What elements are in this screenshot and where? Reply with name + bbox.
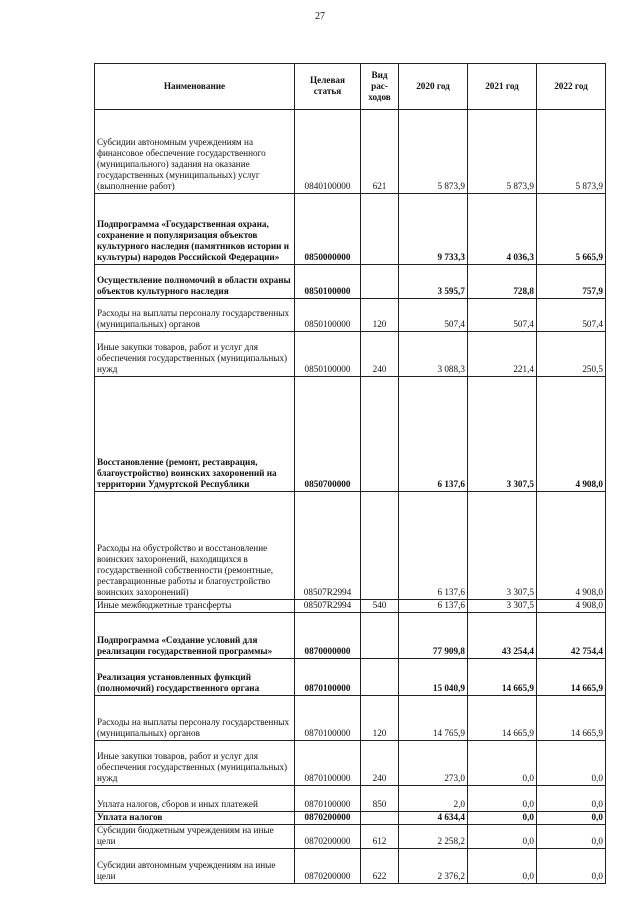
row-name-cell: Субсидии бюджетным учреждениям на иные цели — [95, 825, 295, 849]
row-name-cell: Восстановление (ремонт, реставрация, благоустройство) воинских захоронений на территории Удмуртской Республики — [95, 377, 295, 492]
table-row — [95, 659, 606, 696]
row-kind-cell: 540 — [361, 600, 399, 613]
row-2021-cell: 221,4 — [468, 332, 537, 377]
row-2021-cell: 0,0 — [468, 786, 537, 812]
row-2022-cell: 5 873,9 — [537, 110, 606, 194]
row-target-cell: 0870200000 — [295, 849, 361, 884]
row-2022-cell: 14 665,9 — [537, 696, 606, 741]
row-2021-cell: 0,0 — [468, 849, 537, 884]
row-2021-cell: 14 665,9 — [468, 659, 537, 696]
row-kind-cell: 120 — [361, 299, 399, 332]
row-name-cell: Субсидии автономным учреждениям на иные цели — [95, 849, 295, 884]
table-row — [95, 600, 606, 613]
row-target-cell: 0870100000 — [295, 786, 361, 812]
table-row — [95, 265, 606, 299]
row-name-cell: Уплата налогов — [95, 812, 295, 825]
row-kind-cell — [361, 812, 399, 825]
row-2020-cell: 9 733,3 — [399, 194, 468, 265]
table-header-row — [95, 64, 606, 110]
row-target-cell: 0870200000 — [295, 812, 361, 825]
row-2020-cell: 6 137,6 — [399, 600, 468, 613]
row-target-cell: 0870200000 — [295, 825, 361, 849]
row-kind-cell — [361, 377, 399, 492]
row-kind-cell — [361, 659, 399, 696]
row-name-cell: Иные закупки товаров, работ и услуг для обеспечения государственных (муниципальных) нужд — [95, 332, 295, 377]
table-row — [95, 741, 606, 786]
row-2022-cell: 507,4 — [537, 299, 606, 332]
table-row — [95, 299, 606, 332]
row-name-cell: Расходы на выплаты персоналу государственных (муниципальных) органов — [95, 299, 295, 332]
row-2021-cell: 43 254,4 — [468, 613, 537, 659]
row-2022-cell: 4 908,0 — [537, 600, 606, 613]
row-name-cell: Осуществление полномочий в области охраны объектов культурного наследия — [95, 265, 295, 299]
row-kind-cell — [361, 265, 399, 299]
row-kind-cell: 120 — [361, 696, 399, 741]
row-target-cell: 0850700000 — [295, 377, 361, 492]
row-2022-cell: 4 908,0 — [537, 377, 606, 492]
table-row — [95, 613, 606, 659]
row-2020-cell: 4 634,4 — [399, 812, 468, 825]
table-row — [95, 377, 606, 492]
table-row — [95, 696, 606, 741]
header-target-article: Целевая статья — [295, 64, 361, 110]
row-target-cell: 0870000000 — [295, 613, 361, 659]
row-target-cell: 0850000000 — [295, 194, 361, 265]
row-2021-cell: 507,4 — [468, 299, 537, 332]
row-kind-cell: 240 — [361, 741, 399, 786]
row-2022-cell: 0,0 — [537, 741, 606, 786]
row-2021-cell: 0,0 — [468, 741, 537, 786]
table-row — [95, 194, 606, 265]
row-2021-cell: 4 036,3 — [468, 194, 537, 265]
row-kind-cell — [361, 613, 399, 659]
row-2022-cell: 0,0 — [537, 812, 606, 825]
table-row — [95, 849, 606, 884]
budget-table — [94, 63, 606, 884]
row-2022-cell: 0,0 — [537, 849, 606, 884]
table-row — [95, 825, 606, 849]
row-2022-cell: 757,9 — [537, 265, 606, 299]
header-expense-kind: Вид рас- ходов — [361, 64, 399, 110]
row-2022-cell: 42 754,4 — [537, 613, 606, 659]
row-name-cell: Расходы на обустройство и восстановление воинских захоронений, находящихся в государственной собственности (ремонтные, реставрационные работы и благоустройство воинских захоронений) — [95, 492, 295, 600]
row-kind-cell — [361, 194, 399, 265]
row-2021-cell: 0,0 — [468, 812, 537, 825]
row-2021-cell: 14 665,9 — [468, 696, 537, 741]
row-name-cell: Субсидии автономным учреждениям на финансовое обеспечение государственного (муниципального) задания на оказание государственных (муниципальных) услуг (выполнение работ) — [95, 110, 295, 194]
row-kind-cell — [361, 492, 399, 600]
row-2022-cell: 0,0 — [537, 786, 606, 812]
row-2020-cell: 5 873,9 — [399, 110, 468, 194]
row-name-cell: Расходы на выплаты персоналу государственных (муниципальных) органов — [95, 696, 295, 741]
row-2021-cell: 0,0 — [468, 825, 537, 849]
row-2022-cell: 14 665,9 — [537, 659, 606, 696]
table-row — [95, 786, 606, 812]
table-row — [95, 492, 606, 600]
row-name-cell: Уплата налогов, сборов и иных платежей — [95, 786, 295, 812]
row-target-cell: 08507R2994 — [295, 600, 361, 613]
row-name-cell: Подпрограмма «Государственная охрана, сохранение и популяризация объектов культурного наследия (памятников истории и культуры) народов Российской Федерации» — [95, 194, 295, 265]
row-2021-cell: 3 307,5 — [468, 600, 537, 613]
row-target-cell: 0870100000 — [295, 741, 361, 786]
row-2020-cell: 2 376,2 — [399, 849, 468, 884]
row-name-cell: Реализация установленных функций (полномочий) государственного органа — [95, 659, 295, 696]
header-name: Наименование — [95, 64, 295, 110]
row-2020-cell: 15 040,9 — [399, 659, 468, 696]
table-body — [95, 110, 606, 884]
row-2020-cell: 6 137,6 — [399, 492, 468, 600]
row-target-cell: 0850100000 — [295, 332, 361, 377]
row-kind-cell: 622 — [361, 849, 399, 884]
row-target-cell: 0870100000 — [295, 696, 361, 741]
row-2022-cell: 0,0 — [537, 825, 606, 849]
row-kind-cell: 850 — [361, 786, 399, 812]
table-row — [95, 110, 606, 194]
header-2021: 2021 год — [468, 64, 537, 110]
row-2020-cell: 6 137,6 — [399, 377, 468, 492]
row-2020-cell: 14 765,9 — [399, 696, 468, 741]
row-target-cell: 0850100000 — [295, 265, 361, 299]
row-2022-cell: 5 665,9 — [537, 194, 606, 265]
row-name-cell: Иные межбюджетные трансферты — [95, 600, 295, 613]
page-number: 27 — [315, 11, 325, 22]
header-2022: 2022 год — [537, 64, 606, 110]
row-2022-cell: 4 908,0 — [537, 492, 606, 600]
row-name-cell: Подпрограмма «Создание условий для реализации государственной программы» — [95, 613, 295, 659]
row-2021-cell: 728,8 — [468, 265, 537, 299]
row-name-cell: Иные закупки товаров, работ и услуг для обеспечения государственных (муниципальных) нужд — [95, 741, 295, 786]
row-target-cell: 08507R2994 — [295, 492, 361, 600]
row-2020-cell: 77 909,8 — [399, 613, 468, 659]
row-kind-cell: 621 — [361, 110, 399, 194]
row-2022-cell: 250,5 — [537, 332, 606, 377]
row-2020-cell: 273,0 — [399, 741, 468, 786]
row-2020-cell: 3 088,3 — [399, 332, 468, 377]
row-target-cell: 0850100000 — [295, 299, 361, 332]
row-2021-cell: 3 307,5 — [468, 377, 537, 492]
row-2020-cell: 3 595,7 — [399, 265, 468, 299]
row-2020-cell: 2 258,2 — [399, 825, 468, 849]
table-row — [95, 812, 606, 825]
row-2021-cell: 3 307,5 — [468, 492, 537, 600]
row-kind-cell: 612 — [361, 825, 399, 849]
header-2020: 2020 год — [399, 64, 468, 110]
row-target-cell: 0840100000 — [295, 110, 361, 194]
row-kind-cell: 240 — [361, 332, 399, 377]
row-target-cell: 0870100000 — [295, 659, 361, 696]
table-row — [95, 332, 606, 377]
row-2021-cell: 5 873,9 — [468, 110, 537, 194]
row-2020-cell: 2,0 — [399, 786, 468, 812]
row-2020-cell: 507,4 — [399, 299, 468, 332]
